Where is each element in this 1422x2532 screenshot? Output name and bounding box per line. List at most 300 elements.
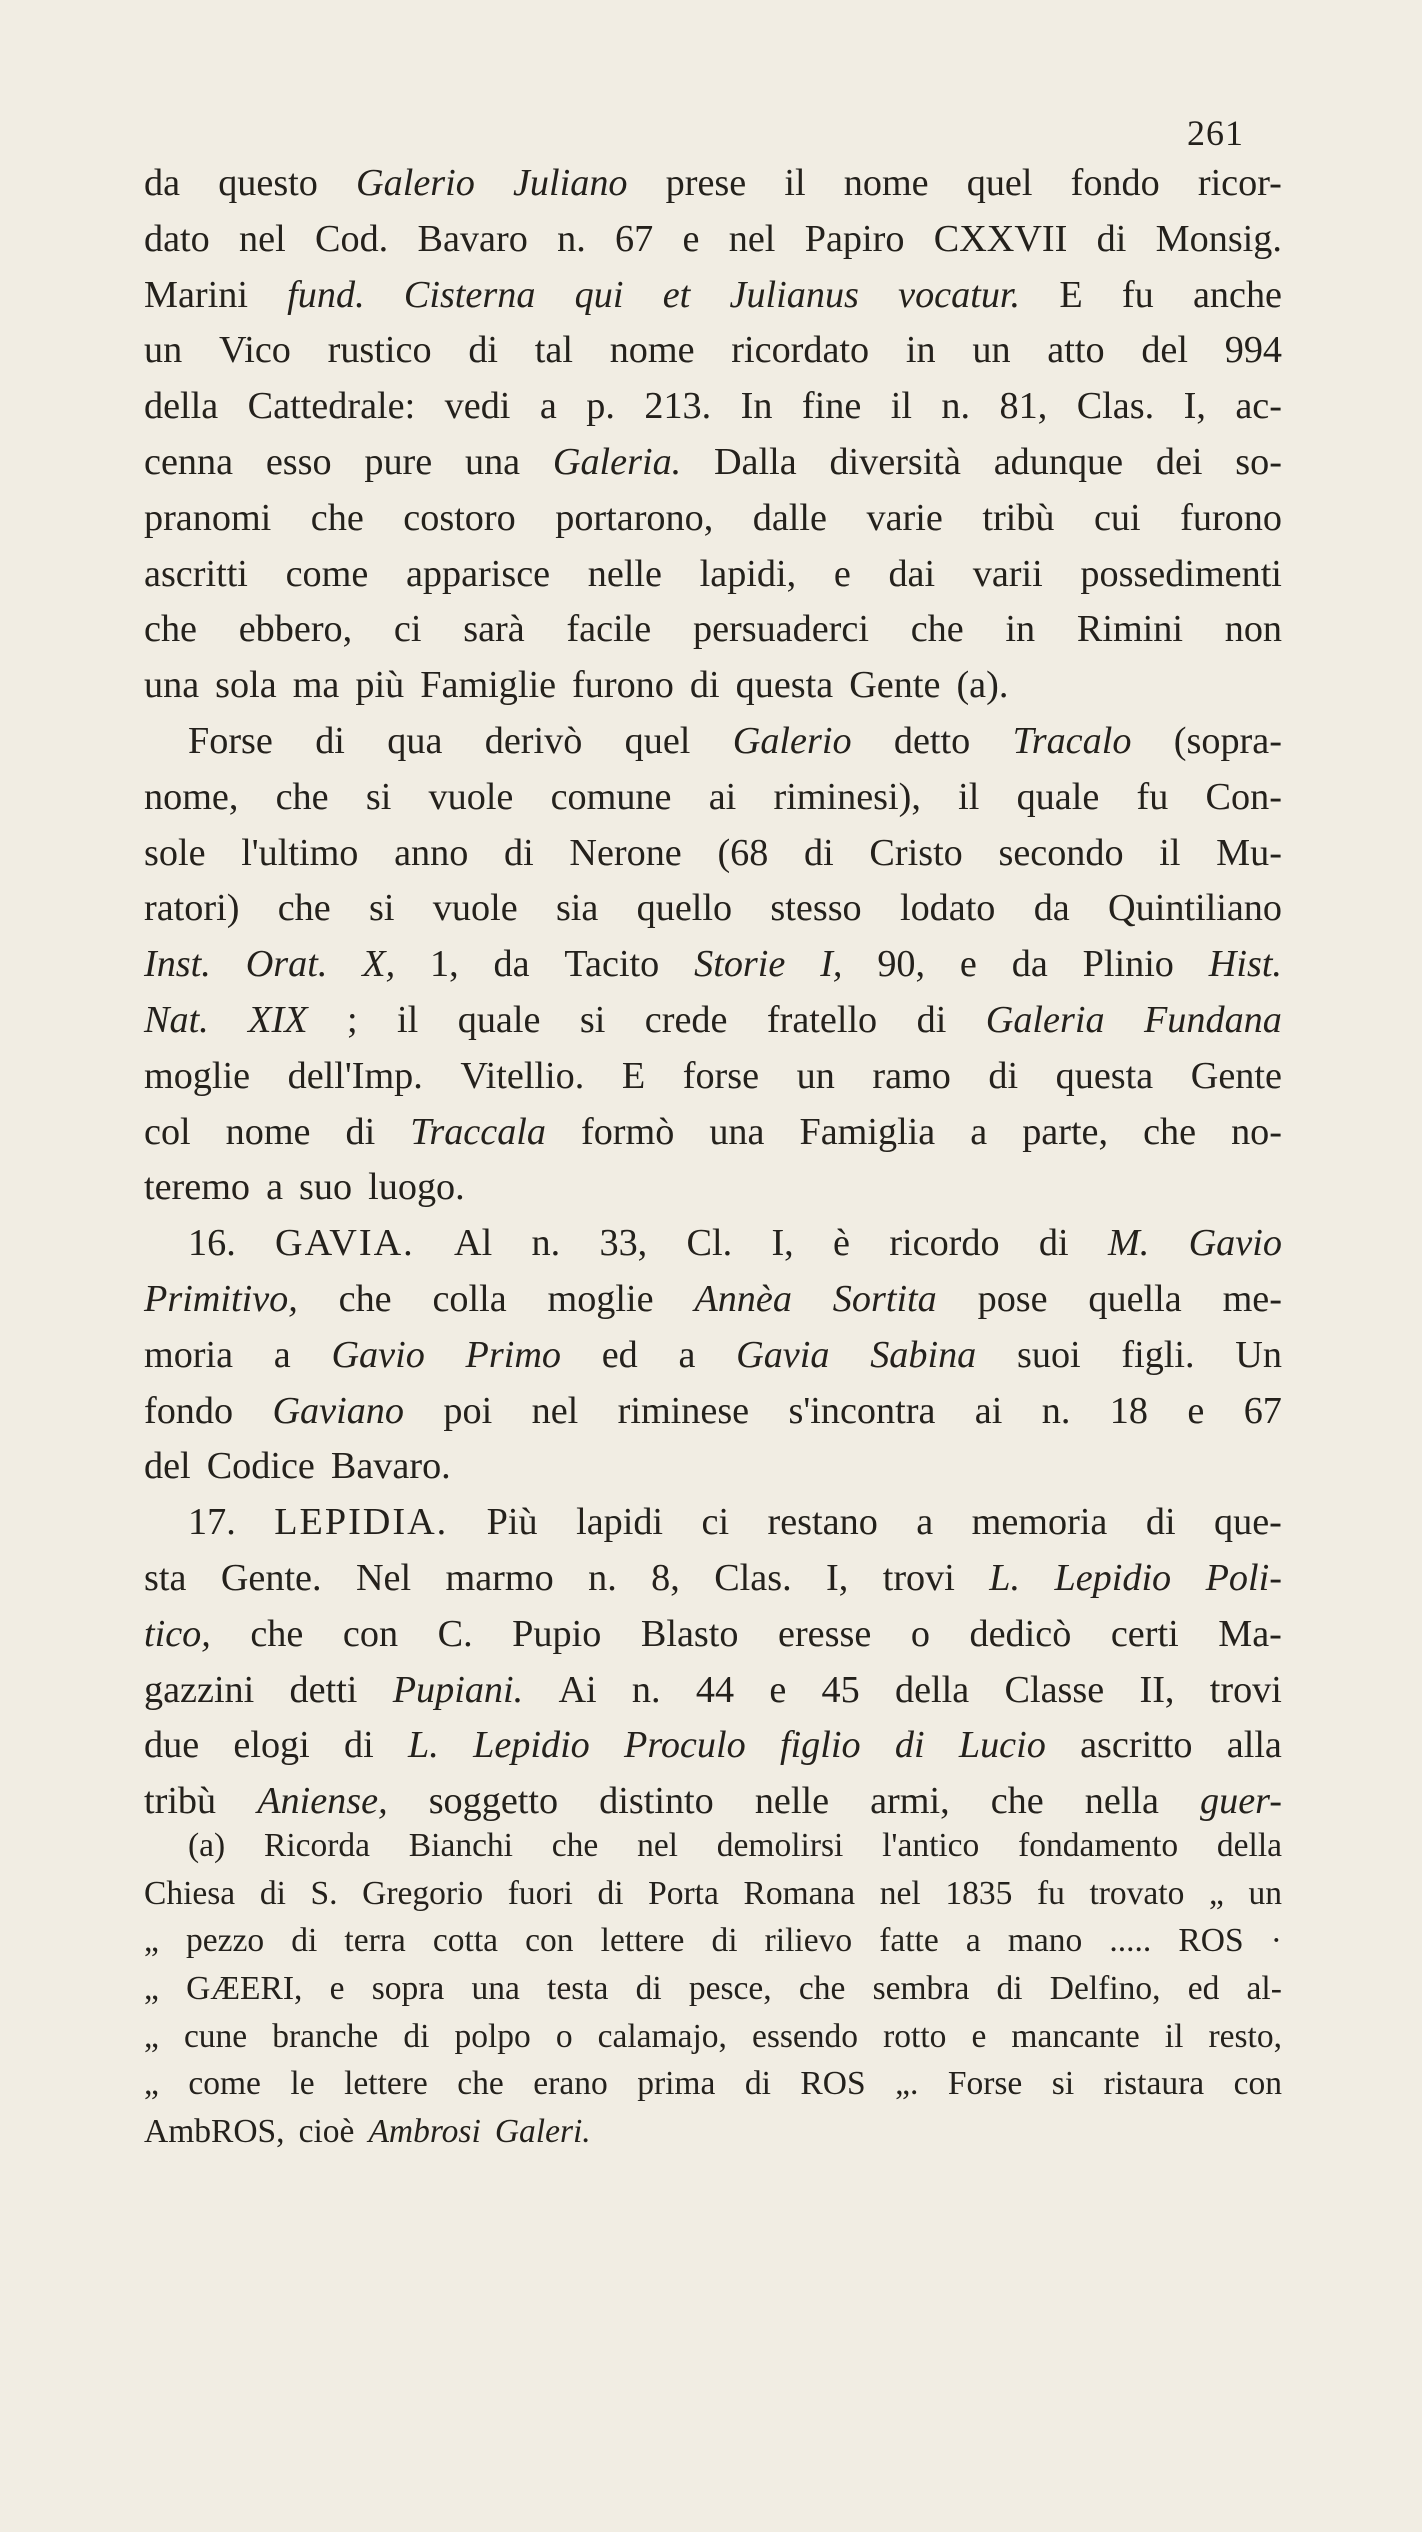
word: apparisce [405, 552, 551, 595]
word: Gavio [1188, 1222, 1282, 1265]
word: comune [550, 775, 672, 818]
word: Gente [849, 664, 941, 707]
word: quel [966, 162, 1033, 204]
word: dell'Imp. [287, 1054, 423, 1097]
word: n. [557, 217, 586, 260]
word: di [344, 1724, 374, 1767]
word: più [355, 664, 405, 707]
word: (68 [717, 831, 769, 874]
word: · [1270, 1922, 1282, 1960]
text-line [144, 435, 1282, 491]
word: nelle [587, 552, 662, 595]
word: Sabina [870, 1333, 977, 1376]
word: o [555, 2017, 573, 2055]
word: E [621, 1054, 646, 1097]
word: „ [144, 2065, 159, 2103]
word: elogi [233, 1724, 310, 1767]
word: parte, [1022, 1110, 1109, 1153]
word: n. [941, 385, 971, 428]
word: diversità [829, 440, 961, 483]
word: vuole [428, 775, 514, 818]
word: e [833, 552, 851, 595]
word: suo [299, 1166, 353, 1209]
page-number: 261 [1187, 113, 1244, 153]
word: Papiro [804, 217, 905, 260]
word: Storie [694, 943, 786, 986]
word: Orat. [245, 943, 328, 986]
word: fondo [1070, 162, 1160, 204]
word: dedicò [969, 1612, 1072, 1655]
footnote-line [144, 1965, 1282, 2013]
word: ricordo [889, 1222, 1000, 1265]
word: ascritto [1080, 1724, 1193, 1767]
text-line [144, 1384, 1282, 1440]
word: Al [454, 1222, 493, 1265]
word: L. [989, 1556, 1021, 1599]
word: Julianus [729, 273, 859, 316]
word: a [965, 1922, 981, 1960]
word: riminesi), [773, 775, 921, 818]
word: formò [581, 1110, 675, 1153]
word: Hist. [1208, 943, 1282, 986]
text-line [144, 1495, 1282, 1551]
word: un [972, 329, 1011, 372]
word: cenna [144, 440, 234, 483]
word: Mu- [1216, 831, 1282, 874]
word: rilievo [764, 1922, 853, 1960]
word: nome [609, 329, 695, 372]
word: un [796, 1054, 835, 1097]
word: di [804, 831, 834, 874]
word: fine [801, 385, 862, 428]
word: fu [1036, 1874, 1065, 1912]
word: trovi [1209, 1668, 1282, 1711]
word: Aniense, [257, 1780, 388, 1823]
word: ascritti [144, 552, 248, 595]
word: come [285, 552, 369, 595]
word: di [988, 1054, 1019, 1097]
word: che [457, 2065, 504, 2103]
word: ; [346, 998, 358, 1041]
word: Ma- [1218, 1612, 1282, 1655]
word: Tacito [564, 943, 660, 986]
word: che [798, 1970, 846, 2008]
word: Vitellio. [460, 1054, 585, 1097]
word: adunque [993, 440, 1124, 483]
word: 213. [644, 385, 712, 428]
word: 44 [695, 1668, 735, 1711]
word: ai [708, 775, 737, 818]
word: cotta [432, 1922, 499, 1960]
word: Cattedrale: [247, 385, 416, 428]
word: di [315, 719, 345, 762]
word: detto [893, 719, 971, 762]
word: Plinio [1082, 943, 1174, 986]
word: a [539, 385, 557, 428]
word: C. [437, 1612, 473, 1655]
word: (sopra- [1173, 719, 1282, 762]
word: col [144, 1110, 191, 1153]
word: Nel [355, 1556, 412, 1599]
word: Forse [188, 719, 273, 762]
word: il [1159, 831, 1181, 874]
word: al- [1246, 1970, 1282, 2008]
word: facile [566, 608, 652, 651]
word: l'ultimo [241, 831, 359, 874]
word: CXXVII [933, 217, 1068, 260]
word: forse [682, 1054, 760, 1097]
word: s'incontra [788, 1389, 936, 1432]
word: nelle [754, 1780, 830, 1823]
word: una [144, 664, 200, 707]
word: Sortita [832, 1277, 937, 1320]
word: derivò [484, 719, 583, 762]
word: cui [1093, 496, 1141, 539]
text-line [144, 770, 1282, 826]
word: rotto [883, 2017, 947, 2055]
word: pesce, [688, 1970, 772, 2008]
word: Inst. [144, 943, 211, 986]
word: con [342, 1612, 399, 1655]
word: qua [387, 719, 443, 762]
word: anche [1192, 273, 1282, 316]
word: portarono, [555, 496, 714, 539]
text-line [144, 993, 1282, 1049]
word: dai [888, 552, 936, 595]
word: Proculo [624, 1724, 746, 1767]
word: mancante [1011, 2017, 1140, 2055]
word: questa [735, 664, 834, 707]
word: armi, [870, 1780, 950, 1823]
word: sarà [463, 608, 525, 651]
word: il [784, 162, 806, 204]
word: che [277, 887, 331, 930]
word: e [971, 2017, 987, 2055]
word: Famiglie [420, 664, 557, 707]
word: 45 [821, 1668, 860, 1711]
word: Un [1235, 1333, 1282, 1376]
word: Cod. [315, 217, 389, 260]
word: questa [1055, 1054, 1154, 1097]
text-line [144, 1160, 1282, 1216]
word: Bavaro [417, 217, 528, 260]
word: della [895, 1668, 970, 1711]
text-line [144, 1272, 1282, 1328]
footnote-line [144, 2108, 1282, 2156]
word: GÆERI, [186, 1970, 303, 2008]
word: ma [292, 664, 340, 707]
word: Famiglia [799, 1110, 936, 1153]
word: che [338, 1277, 392, 1320]
word: persuaderci [692, 608, 869, 651]
word: I, [771, 1222, 794, 1265]
word: vocatur. [898, 273, 1021, 316]
text-line [144, 1663, 1282, 1719]
text-line [144, 1607, 1282, 1663]
word: fu [1136, 775, 1169, 818]
word: di [259, 1874, 286, 1912]
word: polpo [454, 2017, 531, 2055]
word: nel [637, 1827, 678, 1864]
word: Ai [558, 1668, 597, 1711]
word: Monsig. [1155, 217, 1282, 260]
word: a [266, 1166, 284, 1209]
word: di [345, 1110, 376, 1153]
footnote-line [144, 2060, 1282, 2108]
word: soggetto [428, 1780, 559, 1823]
word: 1835 [945, 1874, 1013, 1912]
word: prese [665, 162, 747, 204]
word: Vico [218, 329, 291, 372]
word: Con- [1205, 775, 1282, 818]
word: 16. [188, 1222, 236, 1265]
word: tico, [144, 1612, 211, 1655]
word: 90, [877, 943, 926, 986]
word: della [144, 385, 219, 428]
word: non [1224, 608, 1282, 651]
word: quale [457, 998, 541, 1041]
word: sola [215, 664, 277, 707]
word: pure [364, 440, 433, 483]
word: AmbROS, [144, 2113, 285, 2151]
word: costoro [403, 496, 516, 539]
word: certi [1110, 1612, 1179, 1655]
word: Codice [206, 1445, 315, 1488]
text-line [144, 156, 1282, 212]
word: distinto [599, 1780, 714, 1823]
word: fund. [287, 273, 365, 316]
word: Dalla [713, 440, 797, 483]
word: 67 [615, 217, 654, 260]
word: quello [636, 887, 733, 930]
text-line [144, 268, 1282, 324]
word: Cisterna [403, 273, 536, 316]
word: LEPIDIA. [274, 1501, 449, 1544]
word: Galerio [356, 162, 475, 204]
word: moglie [547, 1277, 654, 1320]
word: E [1059, 273, 1083, 316]
word: I, [826, 1556, 849, 1599]
word: Primitivo, [144, 1277, 298, 1320]
word: Clas. [714, 1556, 792, 1599]
word: secondo [998, 831, 1124, 874]
text-line [144, 1328, 1282, 1384]
word: „ [1208, 1874, 1224, 1912]
word: Blasto [640, 1612, 739, 1655]
word: Lepidio [473, 1724, 590, 1767]
word: nome [843, 162, 929, 204]
word: si [369, 887, 395, 930]
footnote-line [144, 1870, 1282, 1918]
word: testa [547, 1970, 609, 2008]
word: una [464, 440, 521, 483]
word: ci [701, 1501, 730, 1544]
word: Pupiani. [392, 1668, 524, 1711]
text-line [144, 379, 1282, 435]
word: in [905, 329, 936, 372]
word: fu [1121, 273, 1154, 316]
word: In [740, 385, 773, 428]
word: tribù [982, 496, 1055, 539]
word: di [916, 998, 947, 1041]
word: quel [624, 719, 691, 762]
word: fuori [507, 1874, 573, 1912]
word: di [1096, 217, 1127, 260]
word: dei [1155, 440, 1203, 483]
word: furono [572, 664, 674, 707]
word: e [959, 943, 977, 986]
word: Gavio [331, 1333, 425, 1376]
word: crede [644, 998, 728, 1041]
word: Nerone [569, 831, 682, 874]
word: di [403, 2017, 430, 2055]
word: n. [531, 1222, 561, 1265]
word: da [1033, 887, 1070, 930]
body-text [144, 156, 1282, 1830]
word: una [471, 1970, 520, 2008]
text-line [144, 937, 1282, 993]
word: ..... [1109, 1922, 1152, 1960]
word: di [597, 1874, 624, 1912]
word: so- [1235, 440, 1282, 483]
word: con [525, 1922, 574, 1960]
word: che [551, 1827, 599, 1864]
word: a [970, 1110, 988, 1153]
word: Fundana [1143, 998, 1282, 1041]
word: di [711, 1922, 738, 1960]
word: ristaura [1103, 2065, 1205, 2103]
word: di [689, 664, 720, 707]
word: resto, [1208, 2017, 1282, 2055]
word: vuole [432, 887, 518, 930]
word: me- [1222, 1277, 1282, 1320]
word: suoi [1017, 1333, 1081, 1376]
word: ricordato [731, 329, 870, 372]
word: et [662, 273, 691, 316]
word: alla [1226, 1724, 1282, 1767]
word: l'antico [882, 1827, 980, 1864]
word: Galeria [985, 998, 1105, 1041]
word: Cl. [686, 1222, 733, 1265]
word: quale [1016, 775, 1100, 818]
text-line [144, 881, 1282, 937]
text-line [144, 323, 1282, 379]
word: Poli- [1205, 1556, 1282, 1599]
word: Pupio [512, 1612, 602, 1655]
word: colla [432, 1277, 507, 1320]
word: moria [144, 1333, 234, 1376]
word: Romana [743, 1874, 856, 1912]
word: no- [1231, 1110, 1282, 1153]
word: Porta [648, 1874, 719, 1912]
word: ed [601, 1333, 638, 1376]
word: qui [574, 273, 624, 316]
word: che [275, 775, 329, 818]
text-line [144, 602, 1282, 658]
word: ai [974, 1389, 1003, 1432]
word: sta [144, 1556, 187, 1599]
word: Tracalo [1012, 719, 1132, 762]
word: Più [486, 1501, 538, 1544]
word: sia [555, 887, 599, 930]
text-line [144, 491, 1282, 547]
word: e [769, 1668, 787, 1711]
word: di [996, 1970, 1023, 2008]
word: Chiesa [144, 1874, 236, 1912]
word: „ [144, 2017, 159, 2055]
word: sopra [371, 1970, 445, 2008]
word: moglie [144, 1054, 251, 1097]
word: ci [393, 608, 422, 651]
word: GAVIA. [275, 1222, 415, 1265]
word: cioè [298, 2113, 355, 2151]
word: di [291, 1922, 318, 1960]
word: 67 [1243, 1389, 1282, 1432]
word: un [144, 329, 183, 372]
word: guer- [1200, 1780, 1282, 1823]
word: da [493, 943, 530, 986]
word: sole [144, 831, 206, 874]
word: ramo [872, 1054, 951, 1097]
word: riminese [617, 1389, 750, 1432]
word: Quintiliano [1108, 887, 1282, 930]
word: ebbero, [238, 608, 353, 651]
word: M. [1107, 1222, 1150, 1265]
word: trovato [1089, 1874, 1185, 1912]
word: 8, [651, 1556, 680, 1599]
word: tribù [144, 1780, 217, 1823]
word: Classe [1004, 1668, 1105, 1711]
word: „ [144, 1922, 159, 1960]
word: n. [631, 1668, 661, 1711]
word: nel [728, 217, 776, 260]
word: di [1145, 1501, 1176, 1544]
word: 17. [188, 1501, 236, 1544]
word: Annèa [694, 1277, 792, 1320]
word: 33, [599, 1222, 648, 1265]
word: lodato [899, 887, 996, 930]
word: a [916, 1501, 934, 1544]
word: vedi [444, 385, 511, 428]
word: cune [183, 2017, 248, 2055]
word: figli. [1121, 1333, 1195, 1376]
word: fondamento [1018, 1827, 1179, 1864]
word: una [709, 1110, 765, 1153]
word: della [1216, 1827, 1282, 1864]
word: il [958, 775, 980, 818]
word: Bianchi [408, 1827, 513, 1864]
text-line [144, 1551, 1282, 1607]
word: n. [588, 1556, 617, 1599]
word: che [144, 608, 197, 651]
word: ROS [1178, 1922, 1244, 1960]
word: da [1011, 943, 1048, 986]
word: Galeri. [494, 2113, 591, 2151]
word: L. [408, 1724, 439, 1767]
word: figlio [779, 1724, 861, 1767]
word: lapidi [576, 1501, 664, 1544]
word: branche [272, 2017, 379, 2055]
word: Primo [465, 1333, 561, 1376]
text-line [144, 547, 1282, 603]
word: lettere [344, 2065, 428, 2103]
word: ricor- [1197, 162, 1282, 204]
text-line [144, 658, 1282, 714]
word: eresse [778, 1612, 872, 1655]
word: che [310, 496, 364, 539]
word: n. [1041, 1389, 1071, 1432]
word: mano [1007, 1922, 1083, 1960]
